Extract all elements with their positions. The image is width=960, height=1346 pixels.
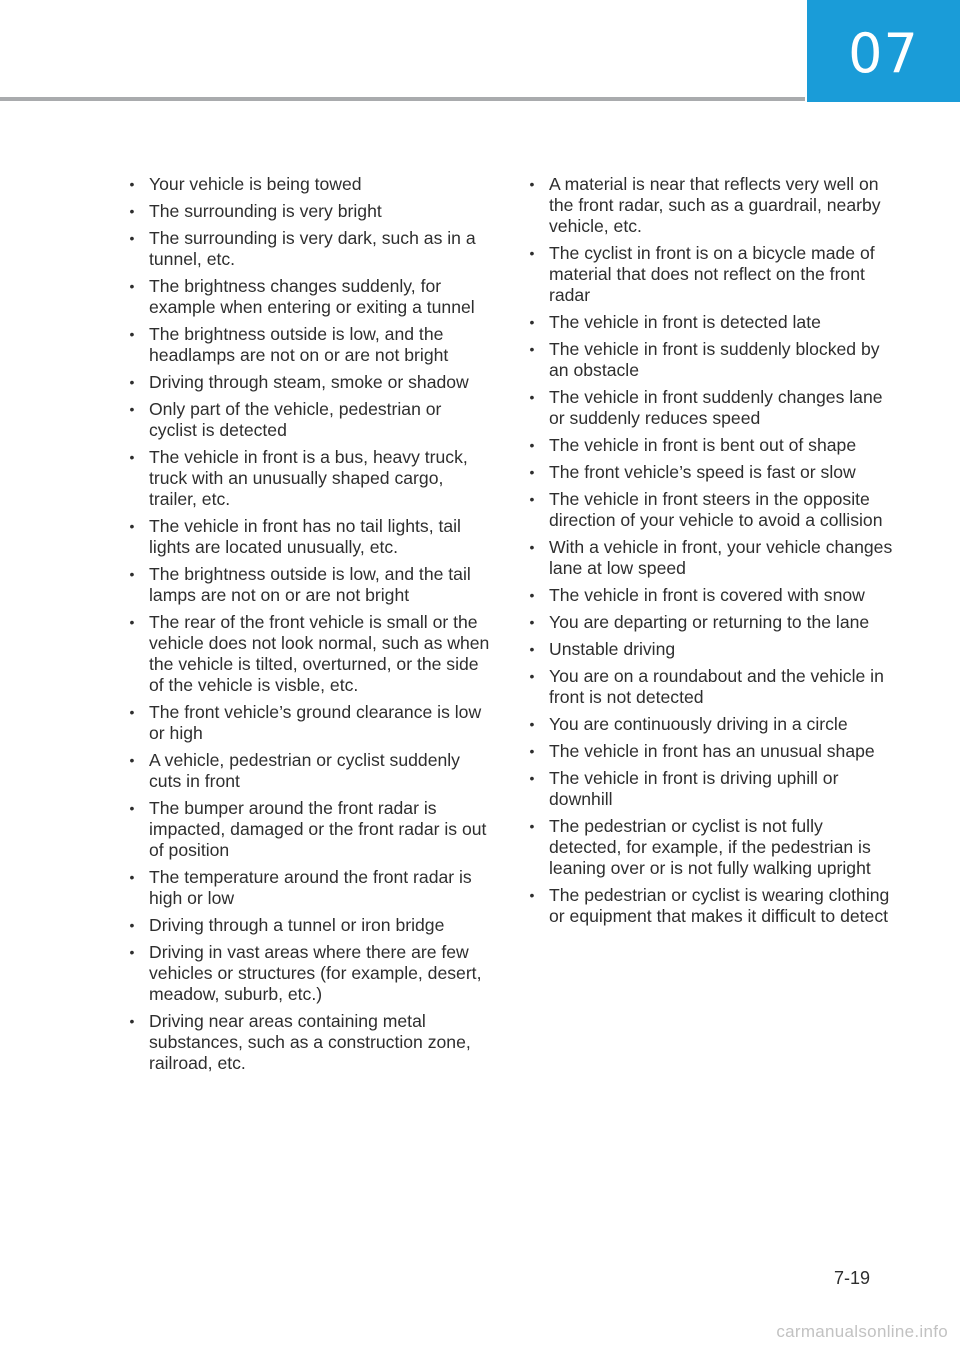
list-item-text: The temperature around the front radar is high or low	[149, 867, 472, 908]
bullet-icon: •	[129, 800, 135, 816]
list-item-text: Driving near areas containing metal substances, such as a construction zone, railroad, etc.	[149, 1011, 471, 1073]
bullet-icon: •	[129, 176, 135, 192]
list-item	[526, 489, 894, 531]
list-item	[126, 702, 494, 744]
list-item	[526, 768, 894, 810]
bullet-icon: •	[529, 314, 535, 330]
list-item	[126, 942, 494, 1005]
list-item	[126, 174, 494, 195]
bullet-icon: •	[529, 176, 535, 192]
list-item-text: Driving through steam, smoke or shadow	[149, 372, 469, 392]
right-bullet-list	[526, 174, 894, 933]
list-item-text: The surrounding is very dark, such as in a tunnel, etc.	[149, 228, 476, 269]
bullet-icon: •	[529, 818, 535, 834]
bullet-icon: •	[129, 401, 135, 417]
left-bullet-list	[126, 174, 494, 1080]
list-item-text: The vehicle in front suddenly changes lane or suddenly reduces speed	[549, 387, 883, 428]
bullet-icon: •	[529, 341, 535, 357]
list-item	[126, 516, 494, 558]
bullet-icon: •	[529, 491, 535, 507]
list-item-text: Your vehicle is being towed	[149, 174, 362, 194]
list-item	[126, 867, 494, 909]
list-item-text: The vehicle in front has an unusual shape	[549, 741, 875, 761]
list-item	[126, 228, 494, 270]
list-item-text: A material is near that reflects very well on the front radar, such as a guardrail, nearby vehicle, etc.	[549, 174, 881, 236]
list-item-text: The vehicle in front is a bus, heavy truck, truck with an unusually shaped cargo, trailer, etc.	[149, 447, 468, 509]
bullet-icon: •	[129, 614, 135, 630]
chapter-number: 07	[848, 21, 919, 85]
list-item-text: The vehicle in front steers in the opposite direction of your vehicle to avoid a collision	[549, 489, 883, 530]
list-item	[526, 312, 894, 333]
list-item-text: The pedestrian or cyclist is wearing clothing or equipment that makes it difficult to detect	[549, 885, 890, 926]
bullet-icon: •	[529, 668, 535, 684]
list-item	[526, 174, 894, 237]
bullet-icon: •	[129, 752, 135, 768]
page-number: 7-19	[833, 1268, 870, 1288]
list-item	[126, 750, 494, 792]
bullet-icon: •	[529, 437, 535, 453]
list-item-text: The brightness outside is low, and the tail lamps are not on or are not bright	[149, 564, 471, 605]
bullet-icon: •	[129, 230, 135, 246]
list-item-text: The pedestrian or cyclist is not fully detected, for example, if the pedestrian is leaning over or is not fully walking upright	[549, 816, 871, 878]
list-item-text: With a vehicle in front, your vehicle changes lane at low speed	[549, 537, 893, 578]
list-item	[126, 324, 494, 366]
list-item	[526, 885, 894, 927]
list-item	[526, 585, 894, 606]
list-item	[526, 462, 894, 483]
list-item-text: The vehicle in front is suddenly blocked by an obstacle	[549, 339, 880, 380]
watermark: carmanualsonline.info	[776, 1322, 948, 1341]
bullet-icon: •	[129, 203, 135, 219]
bullet-icon: •	[129, 326, 135, 342]
list-item	[526, 714, 894, 735]
bullet-icon: •	[529, 887, 535, 903]
list-item	[126, 915, 494, 936]
bullet-icon: •	[529, 389, 535, 405]
list-item	[126, 612, 494, 696]
bullet-icon: •	[129, 566, 135, 582]
list-item	[526, 639, 894, 660]
chapter-tab	[807, 0, 960, 102]
list-item	[126, 447, 494, 510]
bullet-icon: •	[129, 1013, 135, 1029]
bullet-icon: •	[529, 587, 535, 603]
list-item-text: The brightness changes suddenly, for example when entering or exiting a tunnel	[149, 276, 475, 317]
bullet-icon: •	[529, 716, 535, 732]
bullet-icon: •	[529, 539, 535, 555]
list-item	[526, 741, 894, 762]
bullet-icon: •	[529, 614, 535, 630]
list-item-text: A vehicle, pedestrian or cyclist suddenly cuts in front	[149, 750, 460, 791]
list-item-text: The cyclist in front is on a bicycle made of material that does not reflect on the front radar	[549, 243, 875, 305]
list-item	[526, 387, 894, 429]
list-item-text: The brightness outside is low, and the headlamps are not on or are not bright	[149, 324, 449, 365]
list-item-text: The vehicle in front has no tail lights, tail lights are located unusually, etc.	[149, 516, 461, 557]
list-item-text: The surrounding is very bright	[149, 201, 382, 221]
list-item	[126, 399, 494, 441]
list-item	[526, 435, 894, 456]
list-item-text: The bumper around the front radar is impacted, damaged or the front radar is out of position	[149, 798, 487, 860]
list-item	[126, 372, 494, 393]
list-item-text: You are continuously driving in a circle	[549, 714, 848, 734]
list-item-text: Only part of the vehicle, pedestrian or cyclist is detected	[149, 399, 442, 440]
bullet-icon: •	[129, 449, 135, 465]
header-rule	[0, 97, 805, 101]
list-item	[526, 243, 894, 306]
bullet-icon: •	[129, 374, 135, 390]
list-item	[526, 339, 894, 381]
list-item-text: You are on a roundabout and the vehicle in front is not detected	[549, 666, 884, 707]
bullet-icon: •	[529, 245, 535, 261]
bullet-icon: •	[529, 770, 535, 786]
list-item	[526, 537, 894, 579]
bullet-icon: •	[529, 464, 535, 480]
bullet-icon: •	[129, 278, 135, 294]
bullet-icon: •	[129, 917, 135, 933]
bullet-icon: •	[129, 869, 135, 885]
list-item-text: The front vehicle’s speed is fast or slow	[549, 462, 856, 482]
list-item	[526, 612, 894, 633]
list-item-text: The vehicle in front is covered with snow	[549, 585, 865, 605]
list-item	[126, 276, 494, 318]
bullet-icon: •	[129, 518, 135, 534]
list-item-text: The rear of the front vehicle is small or the vehicle does not look normal, such as when the vehicle is tilted, overturned, or the side of the vehicle is visble, etc.	[149, 612, 490, 695]
list-item	[126, 1011, 494, 1074]
list-item	[526, 816, 894, 879]
list-item-text: The vehicle in front is detected late	[549, 312, 821, 332]
list-item	[126, 798, 494, 861]
bullet-icon: •	[529, 743, 535, 759]
list-item-text: The vehicle in front is bent out of shape	[549, 435, 857, 455]
list-item-text: You are departing or returning to the lane	[549, 612, 870, 632]
bullet-icon: •	[129, 944, 135, 960]
list-item-text: The front vehicle’s ground clearance is low or high	[149, 702, 482, 743]
list-item	[526, 666, 894, 708]
list-item-text: Driving through a tunnel or iron bridge	[149, 915, 445, 935]
bullet-icon: •	[129, 704, 135, 720]
list-item	[126, 201, 494, 222]
list-item-text: Driving in vast areas where there are few vehicles or structures (for example, desert, meadow, suburb, etc.)	[149, 942, 482, 1004]
list-item-text: Unstable driving	[549, 639, 676, 659]
bullet-icon: •	[529, 641, 535, 657]
list-item	[126, 564, 494, 606]
list-item-text: The vehicle in front is driving uphill or downhill	[549, 768, 839, 809]
